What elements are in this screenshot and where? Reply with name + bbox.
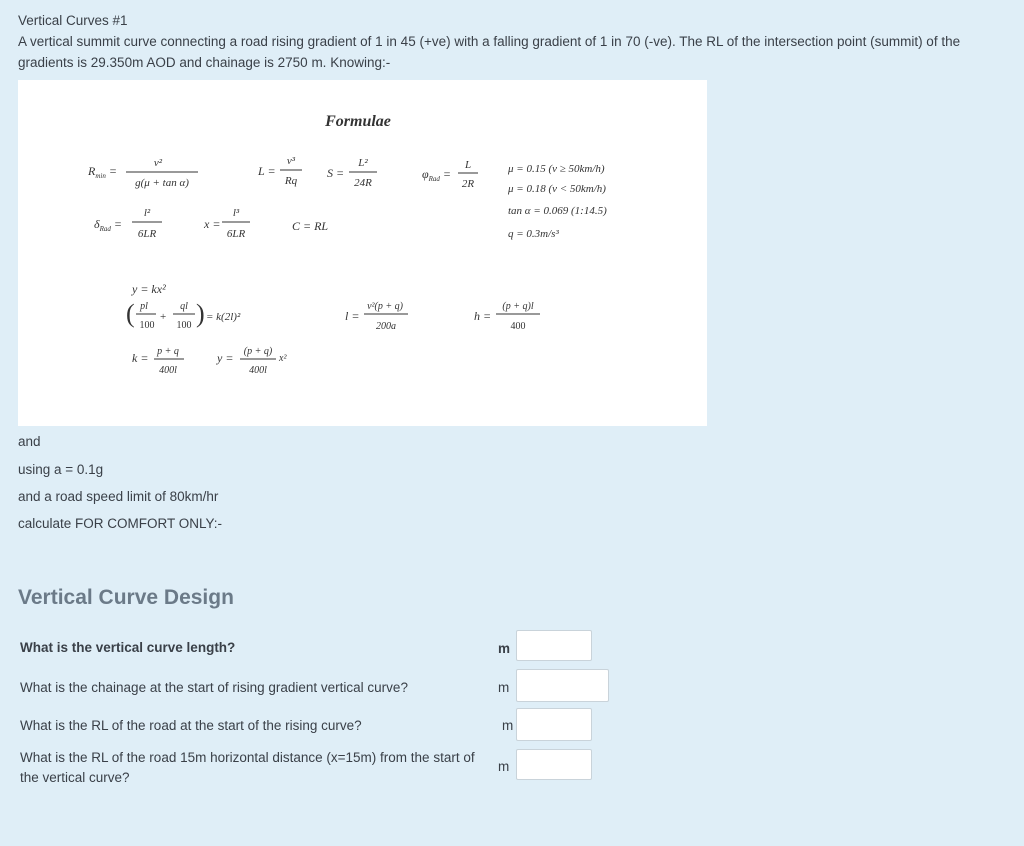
question-intro	[18, 10, 1008, 73]
svg-text:L²: L²	[358, 157, 368, 169]
length-formula	[257, 155, 302, 187]
delta-formula	[94, 207, 162, 240]
curve-length-formula	[345, 301, 408, 332]
svg-text:L =: L =	[258, 164, 276, 178]
svg-text:): )	[196, 299, 205, 328]
text-calculate: calculate FOR COMFORT ONLY:-	[18, 516, 223, 531]
note-q: q = 0.3m/s³	[508, 228, 559, 240]
svg-text:v²(p + q): v²(p + q)	[367, 301, 403, 312]
shift-formula	[327, 157, 377, 189]
svg-text:pl: pl	[140, 301, 148, 312]
svg-text:100: 100	[176, 320, 192, 331]
svg-text:ql: ql	[180, 301, 188, 312]
parabola-formulae	[126, 282, 287, 376]
formulae-heading: Formulae	[325, 113, 391, 130]
question-2-text: What is the chainage at the start of rising gradient vertical curve?	[20, 680, 408, 695]
svg-text:400l: 400l	[159, 365, 177, 376]
question-4-text: What is the RL of the road 15m horizontal distance (x=15m) from the start of the vertical curve?	[20, 750, 475, 785]
svg-text:Rmin =: $R_{min}$ =	[88, 164, 117, 180]
design-title: Vertical Curve Design	[18, 586, 234, 609]
question-text: A vertical summit curve connecting a road rising gradient of 1 in 45 (+ve) with a falling gradient of 1 in 70 (-ve). The RL of the intersection point (summit) of the gradients is 29.350m AOD and chainage is 2750 m. Knowing:-	[18, 34, 961, 70]
text-and: and	[18, 434, 41, 449]
svg-text:100: 100	[139, 320, 155, 331]
question-1-answer-input[interactable]	[516, 630, 592, 661]
svg-text:(: (	[126, 299, 135, 328]
svg-text:p + q: p + q	[157, 346, 179, 357]
svg-text:y = kx²: y = kx²	[132, 282, 166, 296]
formulae-image	[18, 80, 707, 426]
question-1-unit: m	[498, 641, 511, 656]
rmin-formula	[87, 157, 198, 189]
svg-text:v²: v²	[153, 157, 163, 169]
svg-text:6LR: 6LR	[137, 228, 157, 240]
formulae-notes	[507, 163, 607, 240]
svg-text:24R: 24R	[354, 177, 372, 189]
note-mu-high: μ = 0.15 (v ≥ 50km/h)	[508, 163, 605, 175]
svg-text:y =: y =	[217, 351, 234, 365]
svg-text:2R: 2R	[461, 178, 475, 190]
svg-text:(p + q): (p + q)	[243, 346, 273, 357]
svg-text:l²: l²	[143, 207, 151, 219]
svg-text:= k(2l)²: = k(2l)²	[206, 311, 241, 323]
question-2-unit: m	[498, 680, 510, 695]
c-formula: C = RL	[292, 219, 329, 233]
svg-text:g(μ + tan α): g(μ + tan α)	[135, 177, 189, 189]
svg-text:Rq: Rq	[284, 175, 298, 187]
svg-text:200a: 200a	[376, 321, 396, 332]
offset-formula	[203, 207, 250, 240]
question-2-answer-input[interactable]	[516, 669, 609, 702]
svg-text:400l: 400l	[249, 365, 267, 376]
question-3-text: What is the RL of the road at the start of the rising curve?	[20, 718, 362, 733]
angle-formula	[422, 159, 478, 190]
svg-text:x²: x²	[279, 353, 287, 364]
formulae-figure	[18, 80, 707, 426]
question-4-unit: m	[498, 759, 510, 774]
question-4-answer-input[interactable]	[516, 749, 592, 780]
question-3-unit: m	[502, 718, 514, 733]
note-mu-low: μ = 0.18 (v < 50km/h)	[508, 183, 606, 195]
svg-text:S =: S =	[327, 166, 345, 180]
note-tan-alpha: tan α = 0.069 (1:14.5)	[508, 205, 607, 217]
svg-text:h =: h =	[474, 309, 492, 323]
svg-text:l³: l³	[232, 207, 240, 219]
question-3-answer-input[interactable]	[516, 708, 592, 741]
svg-text:+: +	[160, 311, 167, 323]
text-speed-limit: and a road speed limit of 80km/hr	[18, 489, 219, 504]
svg-text:k =: k =	[132, 351, 149, 365]
svg-text:δRad =: $\delta_{Rad}$ =	[94, 217, 122, 233]
svg-text:x =: x =	[204, 217, 221, 231]
svg-text:φRad =: $\varphi_{Rad}$ =	[422, 167, 452, 183]
svg-text:l =: l =	[345, 309, 360, 323]
height-formula	[474, 301, 540, 332]
svg-text:6LR: 6LR	[226, 228, 246, 240]
svg-text:v³: v³	[286, 155, 296, 167]
text-using-a: using a = 0.1g	[18, 462, 104, 477]
question-1-text: What is the vertical curve length?	[20, 640, 236, 655]
svg-text:400: 400	[510, 321, 526, 332]
svg-text:(p + q)l: (p + q)l	[502, 301, 534, 312]
question-title: Vertical Curves #1	[18, 13, 128, 28]
svg-text:L: L	[464, 159, 472, 171]
